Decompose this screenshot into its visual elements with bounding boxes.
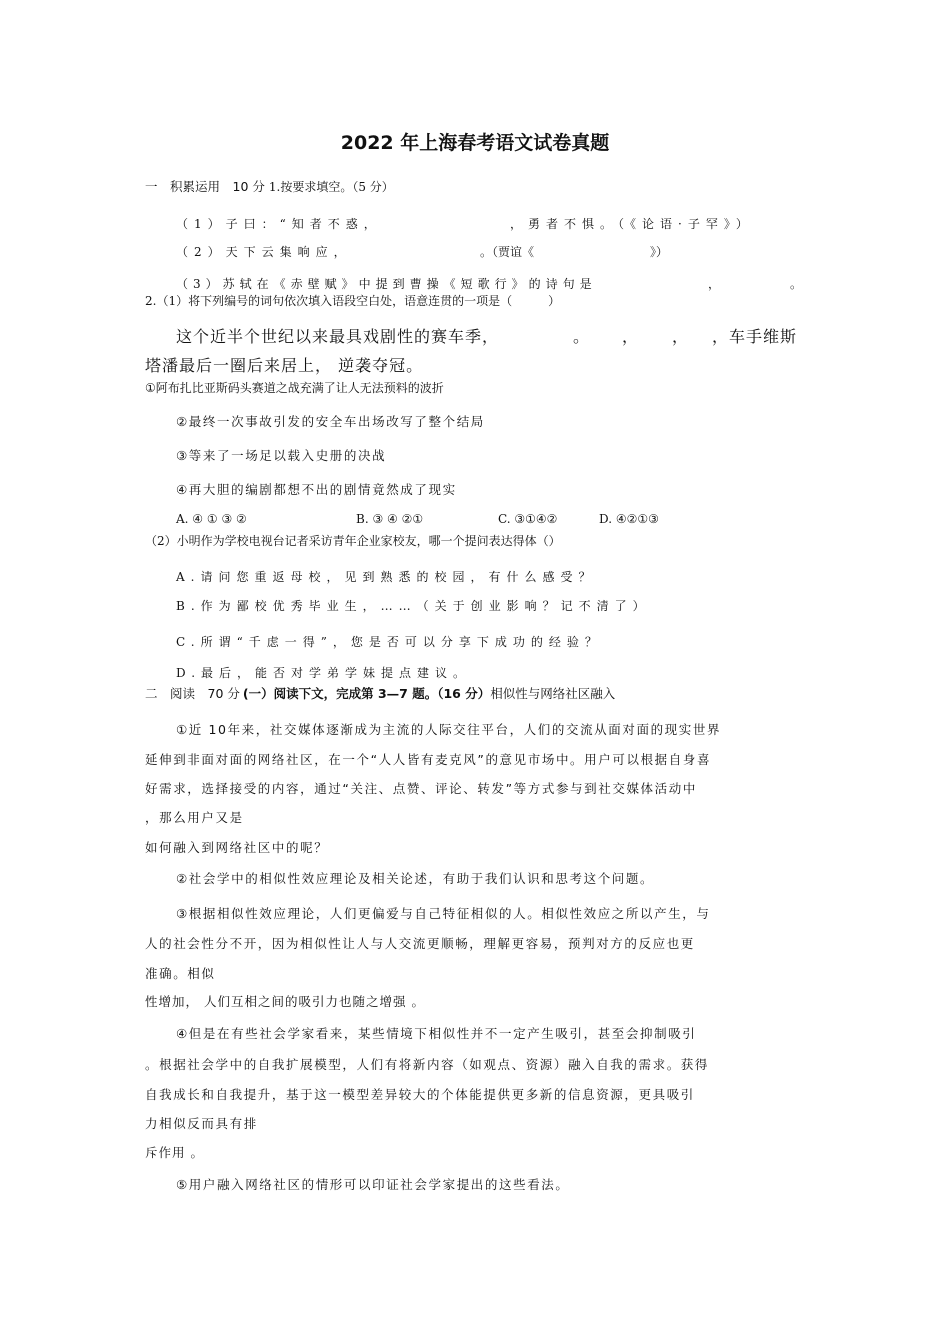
fill-blank-2b: 。（贾谊《 (480, 245, 535, 259)
passage-part-b: 。 (573, 327, 591, 346)
reading-intro: (一）阅读下文，完成第 3—7 题。（16 分） (242, 686, 491, 701)
fill-blank-3a: （3）苏轼在《赤壁赋》中提到曹操《短歌行》的诗句是 (176, 277, 597, 291)
section1-header-row (145, 177, 394, 195)
paragraph-4-line-5: 斥作用 。 (145, 1145, 204, 1160)
choice-b: B. ③ ④ ②① (356, 512, 424, 526)
paragraph-4-line-4: 力相似反而具有排 (145, 1116, 258, 1131)
section2-header: 二 阅读 70 分 (145, 686, 240, 701)
fill-blank-2a: （2）天下云集响应， (176, 245, 352, 259)
fill-blank-3b: ， (708, 277, 721, 291)
passage-part-a: 这个近半个世纪以来最具戏剧性的赛车季， (176, 327, 500, 346)
question-2: 2.（1）将下列编号的词句依次填入语段空白处，语意连贯的一项是（ ） (145, 294, 561, 308)
paragraph-2: ②社会学中的相似性效应理论及相关论述，有助于我们认识和思考这个问题。 (176, 871, 655, 886)
passage-part-c: ， (622, 327, 640, 346)
interview-option-c: C.所谓“千虑一得”，您是否可以分享下成功的经验？ (176, 635, 603, 649)
fill-blank-1b: ，勇者不惧。（《论语·子罕》） (510, 217, 754, 231)
option-2: ②最终一次事故引发的安全车出场改写了整个结局 (176, 414, 485, 429)
page-title: 2022 年上海春考语文试卷真题 (340, 132, 610, 154)
paragraph-3-line-2: 人的社会性分不开，因为相似性让人与人交流更顺畅，理解更容易，预判对方的反应也更 (145, 936, 695, 951)
paragraph-1-line-1: ①近 10年来，社交媒体逐渐成为主流的人际交往平台，人们的交流从面对面的现实世界 (176, 722, 722, 737)
paragraph-1-line-3: 好需求，选择接受的内容，通过“关注、点赞、评论、转发”等方式参与到社交媒体活动中 (145, 781, 697, 796)
interview-option-b: B.作为鄙校优秀毕业生，……（关于创业影响？记不清了） (176, 599, 651, 613)
choice-d: D. ④②①③ (599, 512, 659, 526)
paragraph-5: ⑤用户融入网络社区的情形可以印证社会学家提出的这些看法。 (176, 1177, 570, 1192)
passage-line-1 (176, 324, 798, 347)
paragraph-4-line-3: 自我成长和自我提升，基于这一模型差异较大的个体能提供更多新的信息资源，更具吸引 (145, 1087, 695, 1102)
passage-line-2: 塔潘最后一圈后来居上， 逆袭夺冠。 (145, 356, 424, 375)
choice-c: C. ③①④② (498, 512, 558, 526)
choice-a: A. ④ ① ③ ② (176, 512, 247, 526)
question-2-part-2: （2）小明作为学校电视台记者采访青年企业家校友，哪一个提问表达得体（） (145, 534, 561, 548)
paragraph-3-line-3: 准确。相似 (145, 966, 216, 981)
option-3: ③等来了一场足以载入史册的决战 (176, 448, 387, 463)
fill-blank-1a: （1）子曰：“知者不惑， (176, 217, 382, 231)
interview-option-d: D.最后，能否对学弟学妹提点建议。 (176, 666, 472, 680)
interview-option-a: A.请问您重返母校，见到熟悉的校园，有什么感受？ (176, 570, 597, 584)
section2-header-row (145, 684, 615, 702)
paragraph-1-line-5: 如何融入到网络社区中的呢？ (145, 840, 329, 855)
fill-blank-3c: 。 (790, 277, 803, 291)
passage-part-e: ，车手维斯 (712, 327, 798, 346)
section1-header: 一 积累运用 10 分 (145, 179, 265, 194)
paragraph-3-line-1: ③根据相似性效应理论，人们更偏爱与自己特征相似的人。相似性效应之所以产生，与 (176, 906, 711, 921)
paragraph-4-line-2: 。根据社会学中的自我扩展模型，人们有将新内容（如观点、资源）融入自我的需求。获得 (145, 1057, 710, 1072)
paragraph-3-line-4: 性增加， 人们互相之间的吸引力也随之增强 。 (145, 994, 425, 1009)
option-1: ①阿布扎比亚斯码头赛道之战充满了让人无法预料的波折 (145, 381, 444, 395)
paragraph-4-line-1: ④但是在有些社会学家看来，某些情境下相似性并不一定产生吸引，甚至会抑制吸引 (176, 1026, 697, 1041)
article-title: 相似性与网络社区融入 (490, 686, 616, 701)
paragraph-1-line-4: ，那么用户又是 (145, 810, 244, 825)
option-4: ④再大胆的编剧都想不出的剧情竟然成了现实 (176, 482, 457, 497)
fill-blank-2c: 》） (650, 245, 669, 259)
paragraph-1-line-2: 延伸到非面对面的网络社区，在一个“人人皆有麦克风”的意见市场中。用户可以根据自身喜 (145, 752, 712, 767)
passage-part-d: ， (672, 327, 690, 346)
question-1: 1.按要求填空。（5 分） (268, 180, 394, 194)
